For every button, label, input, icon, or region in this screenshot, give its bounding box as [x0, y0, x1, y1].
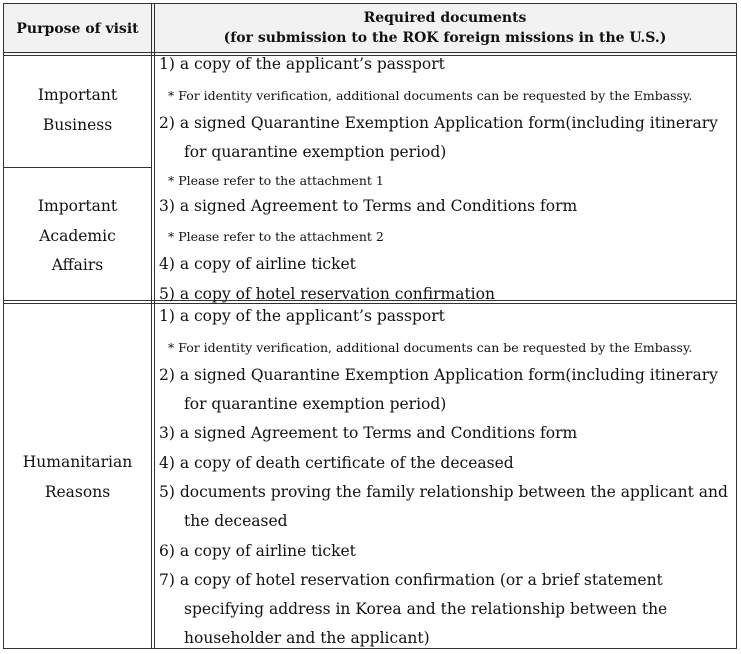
document-item: 4) a copy of airline ticket [159, 255, 356, 273]
document-item-continued: householder and the applicant) [184, 629, 430, 647]
column-divider [151, 4, 152, 648]
document-note: * For identity verification, additional documents can be requested by the Embassy. [168, 88, 693, 103]
purpose-line: Humanitarian [22, 453, 133, 471]
required-documents-table [3, 3, 737, 649]
document-item: 2) a signed Quarantine Exemption Application form(including itinerary [159, 114, 718, 132]
purpose-humanitarian-reasons [4, 448, 151, 507]
document-note: * Please refer to the attachment 1 [168, 173, 384, 188]
document-item-continued: the deceased [184, 512, 288, 530]
document-item: 1) a copy of the applicant’s passport [159, 55, 445, 73]
document-item: 3) a signed Agreement to Terms and Conditions form [159, 197, 578, 215]
column-divider [154, 4, 155, 648]
document-note: * For identity verification, additional documents can be requested by the Embassy. [168, 340, 693, 355]
header-documents-subtitle: (for submission to the ROK foreign missions in the U.S.) [223, 30, 667, 46]
purpose-line: Business [42, 115, 113, 134]
purpose-line: Important [37, 197, 118, 215]
purpose-important-academic-affairs [4, 192, 151, 281]
document-item: 7) a copy of hotel reservation confirmation (or a brief statement [159, 571, 663, 589]
purpose-divider [4, 167, 152, 168]
purpose-line: Affairs [51, 256, 104, 274]
header-documents-title: Required documents [363, 10, 527, 26]
purpose-line: Important [37, 86, 118, 104]
header-documents [154, 8, 736, 48]
document-item-continued: for quarantine exemption period) [184, 395, 447, 413]
purpose-line: Reasons [44, 482, 111, 501]
document-item-continued: specifying address in Korea and the relationship between the [184, 600, 668, 618]
document-item: 5) documents proving the family relationship between the applicant and [159, 483, 728, 501]
document-item-continued: for quarantine exemption period) [184, 143, 447, 161]
header-purpose: Purpose of visit [16, 21, 139, 37]
document-item: 4) a copy of death certificate of the deceased [159, 454, 514, 472]
document-item: 5) a copy of hotel reservation confirmation [159, 285, 495, 303]
document-item: 2) a signed Quarantine Exemption Application form(including itinerary [159, 366, 718, 384]
purpose-important-business [4, 81, 151, 140]
document-item: 3) a signed Agreement to Terms and Conditions form [159, 424, 578, 442]
document-item: 1) a copy of the applicant’s passport [159, 307, 445, 325]
document-item: 6) a copy of airline ticket [159, 542, 356, 560]
document-note: * Please refer to the attachment 2 [168, 229, 384, 244]
purpose-line: Academic [39, 226, 116, 245]
